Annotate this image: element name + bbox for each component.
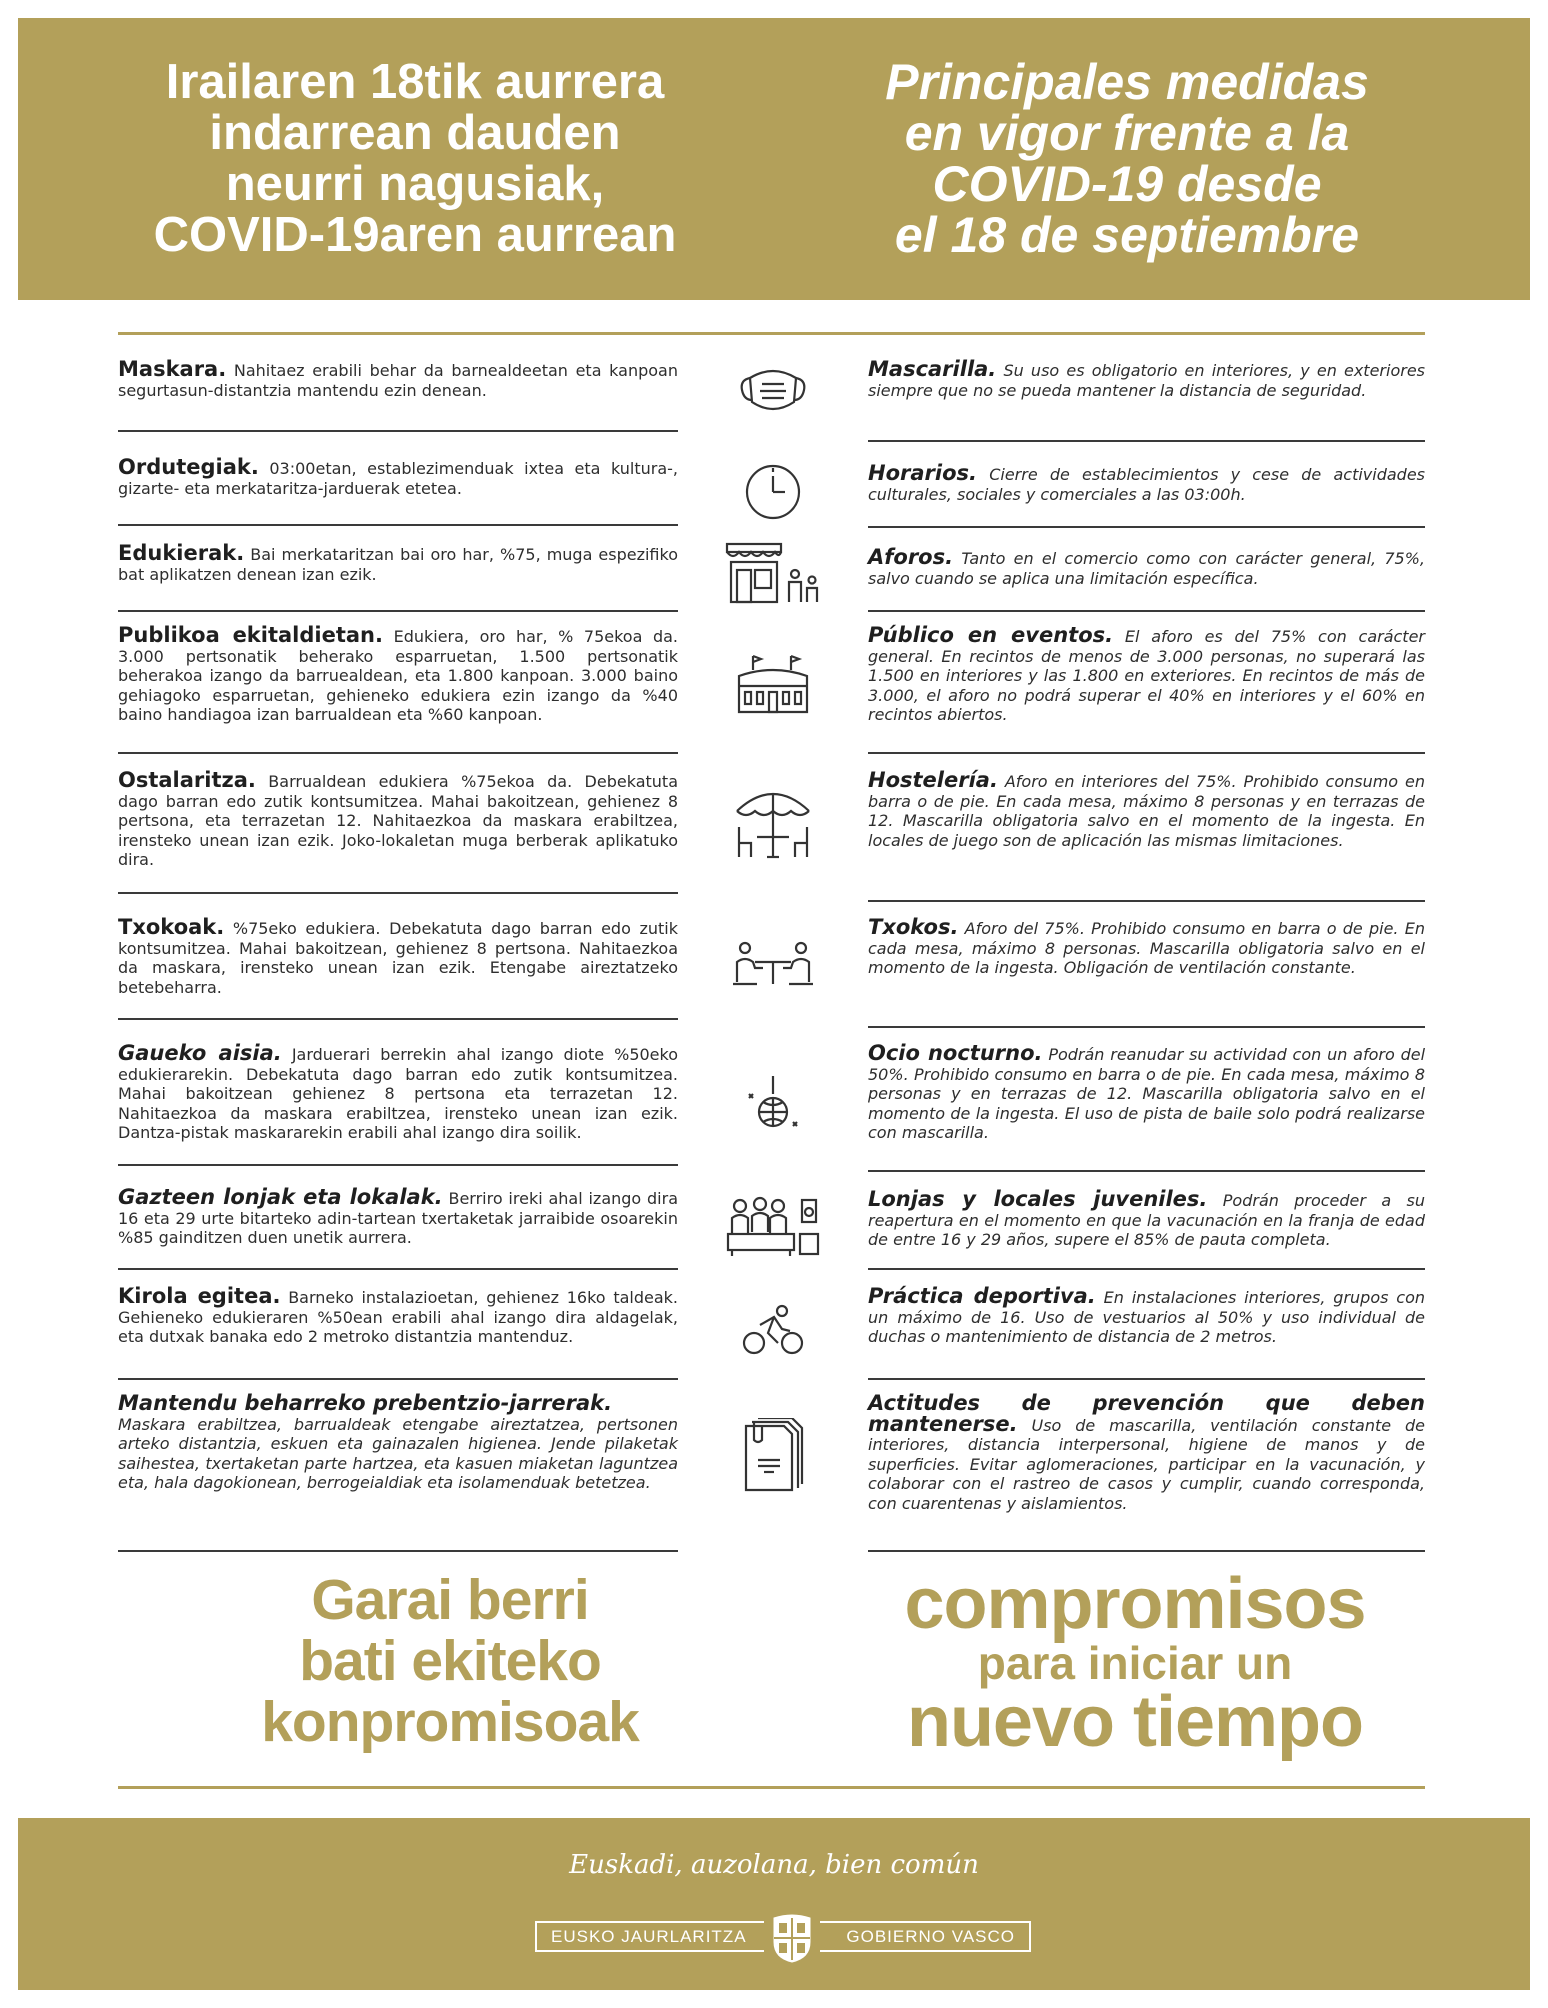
separator [868, 1550, 1425, 1552]
header-spanish [774, 18, 1530, 300]
footer-banner [18, 1818, 1530, 1990]
measure-spanish: Hostelería. Aforo en interiores del 75%. Prohibido consumo en barra o de pie. En cada mesa, máximo 8 personas y en terrazas de 12. Mascarilla obligatoria salvo en el momento de la ingesta. En locales de juego son de aplicación las mismas limitaciones. [868, 768, 1425, 850]
separator [118, 610, 678, 612]
stadium-icon [708, 652, 838, 718]
measure-spanish: Público en eventos. El aforo es del 75% con carácter general. En recintos de menos de 3.000 personas, no superará las 1.500 en interiores y las 1.800 en exteriores. En recintos de más de 3.000, el aforo no podrá superar el 40% en interiores y el 60% en recintos abiertos. [868, 623, 1426, 724]
separator [868, 440, 1425, 442]
measure-spanish: Actitudes de prevención que deben mantenerse. Uso de mascarilla, ventilación constante de interiores, distancia interpersonal, higiene de manos y de superficies. Evitar aglomeraciones, participar en la vacunación, y colaborar con el rastreo de casos y cumplir, cuando corresponda, con cuarentenas y aislamientos. [868, 1391, 1426, 1513]
separator [868, 1026, 1425, 1028]
separator [118, 430, 678, 432]
gold-rule-bottom [118, 1786, 1425, 1789]
cyclist-icon [708, 1303, 838, 1357]
separator [118, 524, 678, 526]
separator [868, 610, 1425, 612]
header-banner [18, 18, 1530, 300]
documents-icon [708, 1418, 838, 1498]
measure-basque: Maskara. Nahitaez erabili behar da barnealdeetan eta kanpoan segurtasun-distantzia mantendu ezin denean. [118, 357, 678, 400]
disco-ball-icon [708, 1074, 838, 1136]
clock-icon [708, 458, 838, 522]
measure-spanish: Horarios. Cierre de establecimientos y cese de actividades culturales, sociales y comerciales a las 03:00h. [868, 461, 1426, 504]
measure-basque: Gazteen lonjak eta lokalak. Berriro ireki ahal izango dira 16 eta 29 urte bitarteko adin-tartean txertaketak jarraibide osoarekin %85 gainditzen duen unetik aurrera. [118, 1185, 678, 1247]
measure-basque: Ostalaritza. Barrualdean edukiera %75ekoa da. Debekatuta dago barran edo zutik kontsumitzea. Mahai bakoitzean, gehienez 8 pertsona, eta terrazetan 12. Nahitaezkoa da maskara erabiltzea, irensteko unean izan ezik. Joko-lokaletan muga berberak aplikatuko dira. [118, 768, 678, 869]
measure-basque: Txokoak. %75eko edukiera. Debekatuta dago barran edo zutik kontsumitzea. Mahai bakoitzean, gehienez 8 pertsona. Nahitaezkoa da maskara, irensteko unean izan ezik. Etengabe aireztatzeko betebeharra. [118, 915, 678, 997]
separator [868, 1170, 1425, 1172]
measure-basque: Gaueko aisia. Jarduerari berrekin ahal izango diote %50eko edukierarekin. Debekatuta dago barran edo zutik kontsumitzea. Mahai bakoitzean gehienez 8 pertsona eta terrazetan 12. Nahitaezkoa da maskara erabiltzea, irensteko unean izan ezik. Dantza-pistak maskararekin erabili ahal izango dira soilik. [118, 1041, 678, 1142]
measure-spanish: Práctica deportiva. En instalaciones interiores, grupos con un máximo de 16. Uso de vestuarios al 50% y uso individual de duchas o mantenimiento de distancia de 2 metros. [868, 1284, 1425, 1346]
title-basque: Irailaren 18tik aurrera indarrean dauden neurri nagusiak, COVID-19aren aurrean [153, 55, 677, 262]
measure-basque: Edukierak. Bai merkataritzan bai oro har, %75, muga espezifiko bat aplikatzen denean izan ezik. [118, 541, 678, 584]
label-gobierno-vasco: GOBIERNO VASCO [846, 1926, 1015, 1946]
coat-of-arms-icon [764, 1910, 820, 1966]
separator [118, 1164, 678, 1166]
closing-spanish: compromisos para iniciar un nuevo tiempo [904, 1564, 1366, 1762]
gold-rule-top [118, 332, 1425, 335]
separator [868, 752, 1425, 754]
header-basque [18, 18, 774, 300]
separator [118, 752, 678, 754]
youth-group-icon [708, 1194, 838, 1258]
measure-basque: Mantendu beharreko prebentzio-jarrerak. Maskara erabiltzea, barrualdeak etengabe aireztatzea, pertsonen arteko distantzia, eskuen eta gainazalen higienea. Jende pilaketak saihestea, txertaketan parte hartzea, eta kasuen miaketan laguntzea eta, hala dagokionean, berrogeialdiak eta isolamenduak betetzea. [118, 1391, 678, 1492]
separator [118, 1550, 678, 1552]
face-mask-icon [708, 360, 838, 420]
closing-basque: Garai berri bati ekiteko konpromisoak [261, 1568, 639, 1754]
measure-spanish: Aforos. Tanto en el comercio como con carácter general, 75%, salvo cuando se aplica una limitación específica. [868, 545, 1425, 588]
separator [118, 1378, 678, 1380]
separator [118, 1018, 678, 1020]
shop-icon [708, 540, 838, 606]
separator [868, 1268, 1425, 1270]
separator [118, 892, 678, 894]
measure-basque: Publikoa ekitaldietan. Edukiera, oro har, % 75ekoa da. 3.000 pertsonatik beherako esparruetan, 1.500 pertsonatik beherakoa izango da barruealdean, eta 1.800 kanpoan. 3.000 baino gehiagoko esparruetan, gehieneko edukiera ezin izango da %40 baino handiagoa izan barrualdean eta %60 kanpoan. [118, 623, 679, 724]
separator [868, 526, 1425, 528]
measure-basque: Ordutegiak. 03:00etan, establezimenduak ixtea eta kultura-, gizarte- eta merkataritza-jarduerak etetea. [118, 455, 678, 498]
separator [118, 1268, 678, 1270]
measure-spanish: Ocio nocturno. Podrán reanudar su actividad con un aforo del 50%. Prohibido consumo en barra o de pie. En cada mesa, máximo 8 personas y en terrazas de 12. Mascarilla obligatoria salvo en el momento de la ingesta. El uso de pista de baile solo podrá realizarse con mascarilla. [868, 1041, 1426, 1142]
measure-spanish: Mascarilla. Su uso es obligatorio en interiores, y en exteriores siempre que no se pueda mantener la distancia de seguridad. [868, 357, 1425, 400]
label-eusko-jaurlaritza: EUSKO JAURLARITZA [551, 1926, 747, 1946]
measure-basque: Kirola egitea. Barneko instalazioetan, gehienez 16ko taldeak. Gehieneko edukieraren %50ean erabili ahal izango dira aldagelak, eta dutxak banaka edo 2 metroko distantzia mantenduz. [118, 1284, 678, 1346]
separator [868, 900, 1425, 902]
measure-spanish: Txokos. Aforo del 75%. Prohibido consumo en barra o de pie. En cada mesa, máximo 8 personas. Mascarilla obligatoria salvo en el momento de la ingesta. Obligación de ventilación constante. [868, 915, 1425, 977]
measure-spanish: Lonjas y locales juveniles. Podrán proceder a su reapertura en el momento en que la vacunación en la franja de edad de entre 16 y 29 años, supere el 85% de pauta completa. [868, 1187, 1425, 1249]
terrace-umbrella-icon [708, 781, 838, 861]
tagline: Euskadi, auzolana, bien común [569, 1850, 979, 1880]
separator [868, 1378, 1425, 1380]
title-spanish: Principales medidas en vigor frente a la COVID-19 desde el 18 de septiembre [885, 54, 1369, 263]
table-people-icon [708, 938, 838, 988]
